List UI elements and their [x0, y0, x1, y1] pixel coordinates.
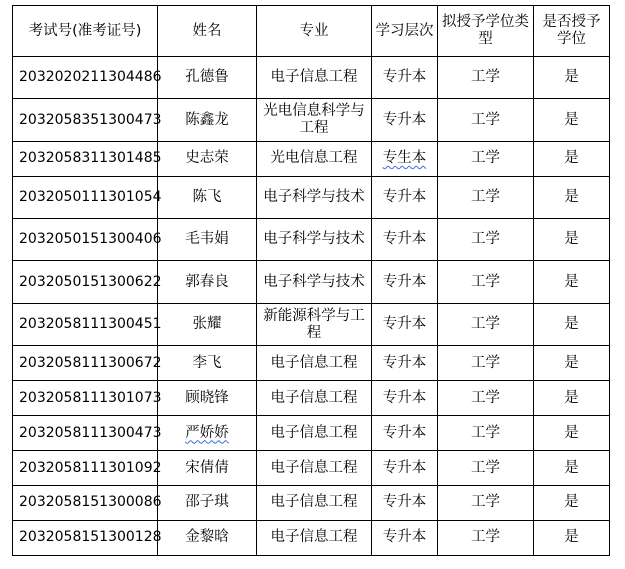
table-row: [13, 99, 610, 141]
major-cell: 电子科学与技术: [257, 176, 372, 218]
exam-id-cell: 2032058351300473: [13, 99, 158, 141]
grant-cell: 是: [534, 520, 610, 555]
level-cell: 专升本: [372, 486, 438, 521]
degree-type-cell: 工学: [438, 57, 534, 99]
grant-cell: 是: [534, 176, 610, 218]
table-row: [13, 451, 610, 486]
level-cell: 专升本: [372, 57, 438, 99]
table-row: [13, 261, 610, 303]
exam-id-cell: 2032058111301073: [13, 381, 158, 416]
name-cell: 金黎晗: [158, 520, 257, 555]
level-text-spellcheck: 专生本: [382, 150, 427, 167]
name-cell: 邵子琪: [158, 486, 257, 521]
major-cell: 光电信息科学与工程: [257, 99, 372, 141]
grant-cell: 是: [534, 219, 610, 261]
exam-id-cell: 2032050151300622: [13, 261, 158, 303]
name-text-spellcheck: 严娇娇: [185, 424, 229, 441]
table-row: [13, 141, 610, 176]
grant-cell: 是: [534, 303, 610, 345]
exam-id-cell: 2032050151300406: [13, 219, 158, 261]
degree-type-cell: 工学: [438, 486, 534, 521]
table-header-row: [13, 6, 610, 57]
grant-cell: 是: [534, 416, 610, 451]
grant-cell: 是: [534, 346, 610, 381]
exam-id-cell: 2032020211304486: [13, 57, 158, 99]
grant-cell: 是: [534, 381, 610, 416]
degree-type-cell: 工学: [438, 261, 534, 303]
header-study-level: 学习层次: [372, 6, 438, 57]
name-cell: 陈鑫龙: [158, 99, 257, 141]
degree-type-cell: 工学: [438, 520, 534, 555]
grant-cell: 是: [534, 57, 610, 99]
table-row: [13, 346, 610, 381]
name-cell: 顾晓锋: [158, 381, 257, 416]
degree-type-cell: 工学: [438, 451, 534, 486]
degree-type-cell: 工学: [438, 99, 534, 141]
table-row: [13, 381, 610, 416]
degree-type-cell: 工学: [438, 141, 534, 176]
header-name: 姓名: [158, 6, 257, 57]
grant-cell: 是: [534, 486, 610, 521]
major-cell: 电子科学与技术: [257, 261, 372, 303]
level-cell: 专升本: [372, 99, 438, 141]
grant-cell: 是: [534, 261, 610, 303]
name-cell: [158, 416, 257, 451]
major-cell: 光电信息工程: [257, 141, 372, 176]
exam-id-cell: 2032058111301092: [13, 451, 158, 486]
major-cell: 新能源科学与工程: [257, 303, 372, 345]
level-cell: 专升本: [372, 381, 438, 416]
major-cell: 电子信息工程: [257, 486, 372, 521]
exam-id-cell: 2032058151300128: [13, 520, 158, 555]
grant-cell: 是: [534, 451, 610, 486]
degree-type-cell: 工学: [438, 416, 534, 451]
degree-type-cell: 工学: [438, 176, 534, 218]
degree-list-table: [12, 5, 610, 556]
name-cell: 宋倩倩: [158, 451, 257, 486]
degree-type-cell: 工学: [438, 219, 534, 261]
level-cell: 专升本: [372, 176, 438, 218]
exam-id-cell: 2032050111301054: [13, 176, 158, 218]
level-cell: 专升本: [372, 416, 438, 451]
major-cell: 电子信息工程: [257, 416, 372, 451]
level-cell: 专升本: [372, 303, 438, 345]
level-cell: 专升本: [372, 261, 438, 303]
exam-id-cell: 2032058151300086: [13, 486, 158, 521]
name-cell: 孔德鲁: [158, 57, 257, 99]
degree-type-cell: 工学: [438, 381, 534, 416]
exam-id-cell: 2032058111300451: [13, 303, 158, 345]
table-row: [13, 486, 610, 521]
header-major: 专业: [257, 6, 372, 57]
degree-type-cell: 工学: [438, 346, 534, 381]
name-cell: 毛韦娟: [158, 219, 257, 261]
grant-cell: 是: [534, 141, 610, 176]
exam-id-cell: 2032058311301485: [13, 141, 158, 176]
degree-type-cell: 工学: [438, 303, 534, 345]
major-cell: 电子信息工程: [257, 520, 372, 555]
name-cell: 史志荣: [158, 141, 257, 176]
table-row: [13, 303, 610, 345]
table-row: [13, 520, 610, 555]
major-cell: 电子信息工程: [257, 57, 372, 99]
table-row: [13, 176, 610, 218]
level-cell: 专升本: [372, 451, 438, 486]
major-cell: 电子信息工程: [257, 451, 372, 486]
name-cell: 郭春良: [158, 261, 257, 303]
exam-id-cell: 2032058111300473: [13, 416, 158, 451]
name-cell: 李飞: [158, 346, 257, 381]
table-row: [13, 57, 610, 99]
major-cell: 电子信息工程: [257, 381, 372, 416]
table-row: [13, 416, 610, 451]
level-cell: 专升本: [372, 346, 438, 381]
major-cell: 电子信息工程: [257, 346, 372, 381]
name-cell: 张耀: [158, 303, 257, 345]
level-cell: [372, 141, 438, 176]
table-row: [13, 219, 610, 261]
name-cell: 陈飞: [158, 176, 257, 218]
exam-id-cell: 2032058111300672: [13, 346, 158, 381]
header-degree-type: 拟授予学位类型: [438, 6, 534, 57]
grant-cell: 是: [534, 99, 610, 141]
major-cell: 电子科学与技术: [257, 219, 372, 261]
header-exam-id: 考试号(准考证号): [13, 6, 158, 57]
level-cell: 专升本: [372, 520, 438, 555]
header-grant-degree: 是否授予学位: [534, 6, 610, 57]
level-cell: 专升本: [372, 219, 438, 261]
